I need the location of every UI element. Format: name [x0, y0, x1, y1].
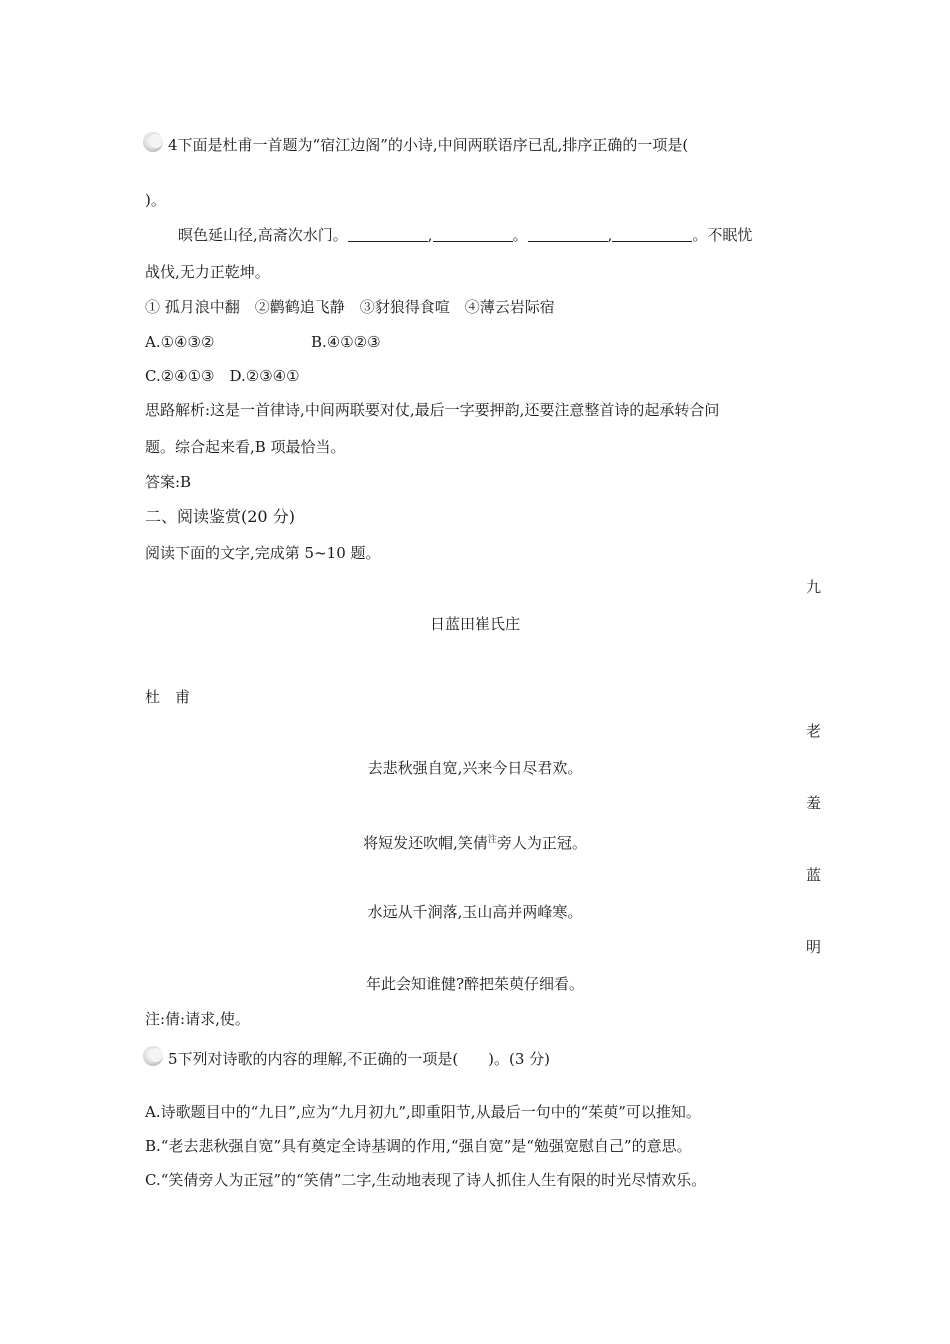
poem-line-3-first-char: 蓝	[806, 866, 822, 884]
q5-option-b: B.“老去悲秋强自宽”具有奠定全诗基调的作用,“强自宽”是“勉强宽慰自己”的意思。	[145, 1137, 692, 1155]
question-text: 下面是杜甫一首题为“宿江边阁”的小诗,中间两联语序已乱,排序正确的一项是(	[177, 136, 689, 154]
poem-title-first-char: 九	[806, 578, 822, 596]
poem-line-2-first-char: 羞	[806, 794, 822, 812]
question-5-stem	[143, 1046, 550, 1069]
analysis-line-1: 思路解析:这是一首律诗,中间两联要对仗,最后一字要押韵,还要注意整首诗的起承转合问	[145, 401, 720, 419]
section-heading: 二、阅读鉴赏(20 分)	[145, 507, 295, 526]
poem-line-2: 将短发还吹帽,笑倩$^注$旁人为正冠。	[363, 834, 587, 852]
poem-line-with-blanks: 暝色延山径,高斋次水门。 , 。 , 。不眠忧	[178, 226, 753, 244]
question-4-stem	[143, 132, 688, 155]
answer-blank	[433, 227, 513, 242]
poem-line-1-first-char: 老	[806, 722, 822, 740]
poem-author: 杜 甫	[145, 688, 191, 706]
poem-title: 日蓝田崔氏庄	[429, 615, 520, 633]
question-bullet-icon	[143, 1046, 165, 1068]
poem-line-4: 年此会知谁健?醉把茱萸仔细看。	[365, 975, 585, 993]
answer-blank	[348, 227, 428, 242]
answer-blank	[612, 227, 692, 242]
poem-line-2: 战伐,无力正乾坤。	[145, 263, 270, 281]
poem-line-3: 水远从千涧落,玉山高并两峰寒。	[367, 903, 583, 921]
question-4-stem-continued: )。	[145, 191, 166, 209]
footnote-marker: 注	[487, 835, 497, 845]
numbered-items: ① 孤月浪中翻 ②鹳鹤追飞静 ③豺狼得食喧 ④薄云岩际宿	[145, 298, 555, 316]
options-c-d: C.②④①③ D.②③④①	[145, 367, 300, 385]
answer-blank	[528, 227, 608, 242]
option-b: B.④①②③	[311, 333, 381, 351]
poem-line-4-first-char: 明	[806, 938, 822, 956]
question-text: 下列对诗歌的内容的理解,不正确的一项是( )。(3 分)	[177, 1050, 551, 1068]
question-number: 4	[168, 136, 178, 154]
answer: 答案:B	[145, 473, 192, 491]
question-bullet-icon	[143, 132, 165, 154]
analysis-line-2: 题。综合起来看,B 项最恰当。	[145, 438, 346, 456]
question-number: 5	[168, 1050, 178, 1068]
q5-option-a: A.诗歌题目中的“九日”,应为“九月初九”,即重阳节,从最后一句中的“茱萸”可以推知。	[145, 1103, 701, 1121]
poem-note: 注:倩:请求,使。	[145, 1010, 250, 1028]
section-intro: 阅读下面的文字,完成第 5~10 题。	[145, 544, 381, 562]
q5-option-c: C.“笑倩旁人为正冠”的“笑倩”二字,生动地表现了诗人抓住人生有限的时光尽情欢乐。	[145, 1171, 707, 1189]
option-a: A.①④③②	[145, 333, 215, 351]
poem-line-1: 去悲秋强自宽,兴来今日尽君欢。	[367, 759, 583, 777]
